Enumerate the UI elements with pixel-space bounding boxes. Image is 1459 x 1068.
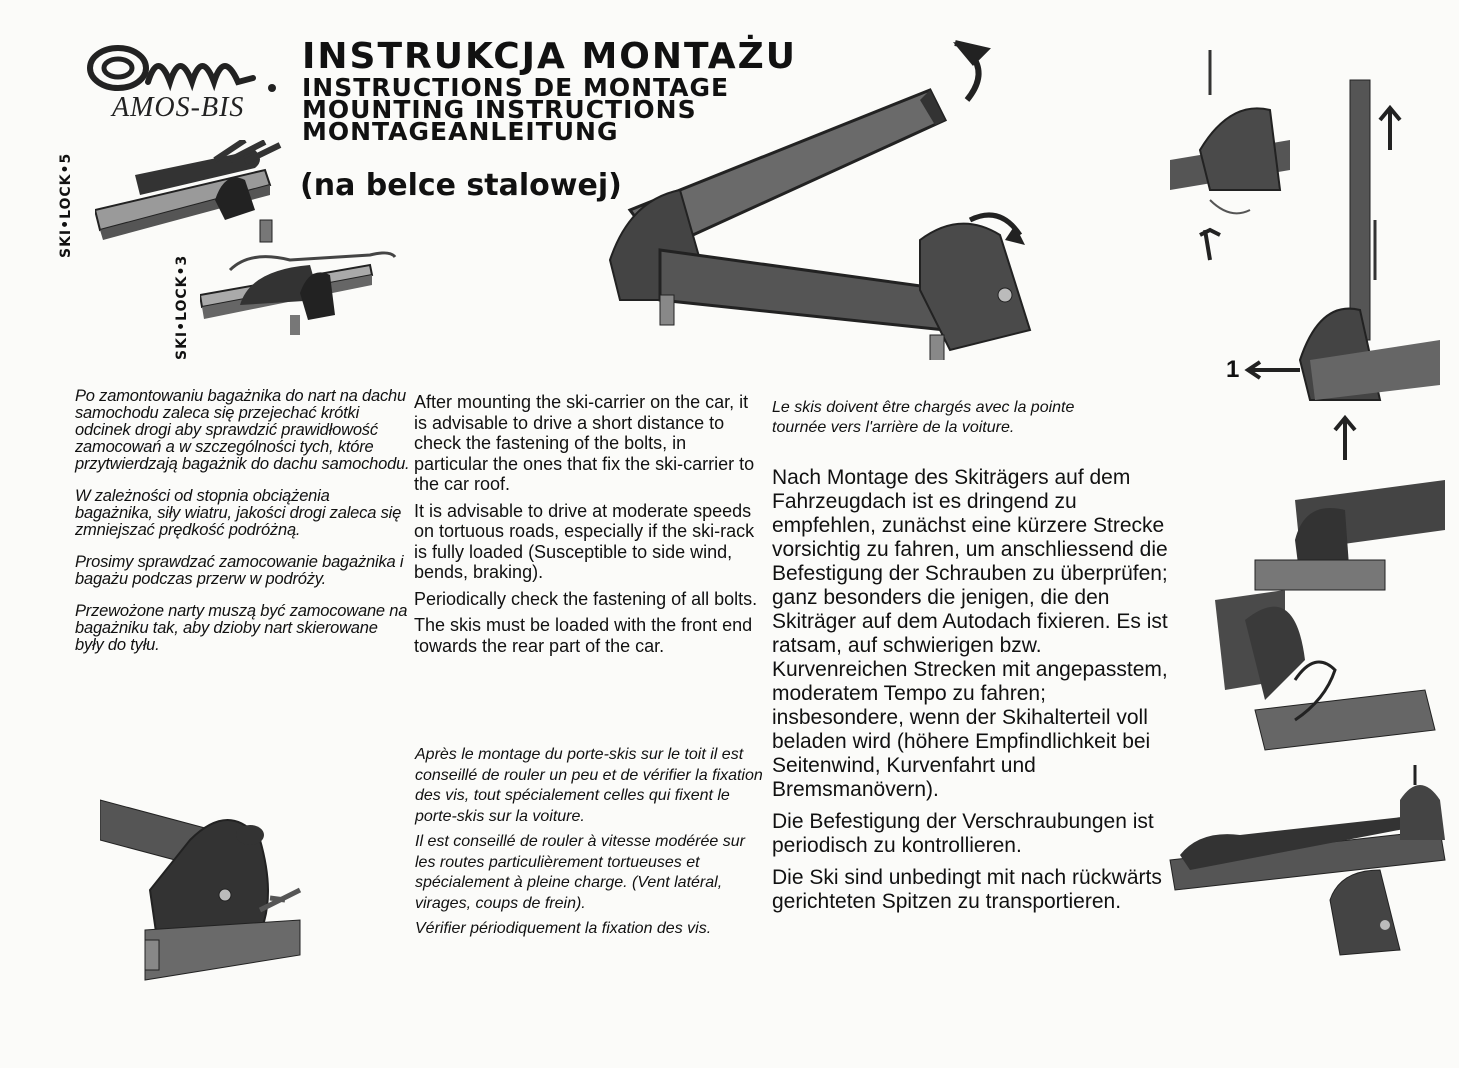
product-label-ski-lock-3: SKI•LOCK•3: [174, 254, 190, 360]
polish-paragraph: Prosimy sprawdzać zamocowanie bagażnika i bagażu podczas przerw w podróży.: [75, 553, 404, 588]
english-paragraph: It is advisable to drive at moderate speeds on tortuous roads, especially if the ski-rack is fully loaded (Susceptible to side wind, bends, braking).: [414, 500, 755, 582]
german-paragraph: Die Befestigung der Verschraubungen ist periodisch zu kontrollieren.: [772, 810, 1154, 857]
german-paragraph: Nach Montage des Skiträgers auf dem Fahrzeugdach ist es dringend zu empfehlen, zunächst eine kürzere Strecke vorsichtig zu fahren, um anschliessend die Befestigung der Schrauben zu überprüfen; ganz besonders die jenigen, die den Skiträger auf dem Autodach fixieren. Es ist ratsam, auf schwierigen bzw. Kurvenreichen Strecken mit angepasstem, moderatem Tempo zu fahren; insbesondere, wenn der Skihalterteil voll beladen wird (höhere Empfindlichkeit bei Seitenwind, Kurvenfahrt und Bremsmanövern).: [772, 466, 1168, 801]
title-polish: INSTRUKCJA MONTAŻU: [302, 36, 797, 77]
english-instructions: [414, 392, 764, 662]
polish-paragraph: W zależności od stopnia obciążenia bagażnika, siły wiatru, jakości drogi zaleca się zmniejszać prędkość podróżną.: [75, 487, 402, 539]
french-note-skis: Le skis doivent être chargés avec la pointe tournée vers l'arrière de la voiture.: [772, 399, 1075, 436]
ski-lock-5-illustration: [95, 140, 295, 250]
french-instructions: [415, 745, 765, 945]
french-paragraph: Vérifier périodiquement la fixation des vis.: [415, 920, 712, 937]
ski-carrier-main-illustration: [600, 60, 1040, 360]
french-paragraph: Après le montage du porte-skis sur le toit il est conseillé de rouler un peu et de vérifier la fixation des vis, tout spécialement celles qui fixent le porte-skis sur la voiture.: [415, 746, 763, 825]
mount-step-illustration-middle: [1185, 480, 1445, 760]
mount-step-illustration-top: [1150, 40, 1450, 490]
title-french: INSTRUCTIONS DE MONTAGE: [302, 73, 730, 102]
amos-bis-logo-mark: [78, 30, 278, 100]
mount-step-illustration-bottom: [1160, 760, 1459, 960]
polish-instructions: [75, 388, 410, 669]
german-paragraph: Die Ski sind unbedingt mit nach rückwärts gerichteten Spitzen zu transportieren.: [772, 866, 1162, 913]
english-paragraph: Periodically check the fastening of all bolts.: [414, 588, 758, 609]
english-paragraph: After mounting the ski-carrier on the car, it is advisable to drive a short distance to check the fastening of the bolts, in particular the ones that fix the ski-carrier to the car roof.: [414, 392, 755, 494]
title-german: MONTAGEANLEITUNG: [302, 117, 619, 146]
title-english: MOUNTING INSTRUCTIONS: [302, 95, 697, 124]
lock-closeup-illustration: [100, 780, 350, 990]
polish-paragraph: Po zamontowaniu bagażnika do nart na dachu samochodu zaleca się przejechać krótki odcinek drogi aby sprawdzić prawidłowość zamocowań a w szczególności tych, które przytwierdzają bagażnik do dachu samochodu.: [75, 387, 410, 473]
french-paragraph: Il est conseillé de rouler à vitesse modérée sur les routes particulièrement tortueuses et spécialement à pleine charge. (Vent latéral, virages, coups de frein).: [415, 833, 745, 912]
step-number-label: 1: [1226, 356, 1240, 383]
german-instructions: [772, 466, 1172, 922]
polish-paragraph: Przewożone narty muszą być zamocowane na bagażniku tak, aby dzioby nart skierowane były do tyłu.: [75, 602, 408, 654]
english-paragraph: The skis must be loaded with the front end towards the rear part of the car.: [414, 615, 753, 656]
logo-brand-text: AMOS-BIS: [112, 92, 245, 123]
subtitle: (na belce stalowej): [300, 168, 622, 203]
product-label-ski-lock-5: SKI•LOCK•5: [58, 152, 74, 258]
ski-lock-3-illustration: [200, 245, 400, 345]
